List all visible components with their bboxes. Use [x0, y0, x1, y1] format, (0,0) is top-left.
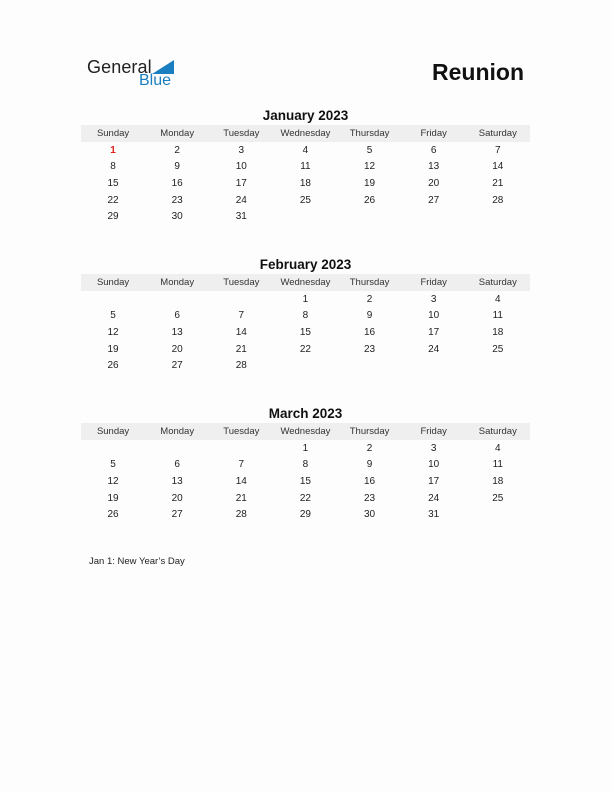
day-cell: 10 — [428, 310, 440, 322]
day-cell: 12 — [107, 475, 119, 487]
day-cell: 8 — [110, 161, 116, 173]
day-cell: 18 — [299, 177, 311, 189]
day-cell: 11 — [300, 161, 311, 173]
month-title: February 2023 — [259, 257, 352, 272]
day-cell: 12 — [364, 161, 376, 173]
day-cell: 19 — [107, 343, 119, 355]
day-cell: 27 — [428, 194, 440, 206]
weekday-header: Monday — [160, 426, 195, 437]
day-cell: 17 — [235, 177, 247, 189]
day-cell: 13 — [171, 326, 183, 338]
day-cell: 13 — [428, 161, 440, 173]
day-cell: 9 — [174, 161, 180, 173]
day-cell: 14 — [235, 475, 247, 487]
day-cell: 21 — [492, 177, 504, 189]
day-cell: 7 — [238, 310, 245, 322]
day-cell: 9 — [366, 459, 373, 471]
month-title: January 2023 — [262, 108, 349, 123]
day-cell: 21 — [235, 343, 247, 355]
day-cell: 22 — [299, 492, 311, 504]
month-block — [81, 107, 530, 225]
day-cell: 4 — [302, 144, 309, 156]
week-row — [81, 506, 530, 523]
day-cell: 29 — [107, 211, 119, 223]
week-row — [81, 457, 530, 474]
day-cell: 1 — [302, 293, 309, 305]
weekday-header: Friday — [420, 426, 447, 437]
day-cell: 26 — [364, 194, 376, 206]
weekday-header-row — [81, 125, 530, 142]
week-row — [81, 324, 530, 341]
week-row — [81, 291, 530, 308]
week-row — [81, 357, 530, 374]
day-cell: 5 — [110, 310, 116, 322]
day-cell: 19 — [107, 492, 119, 504]
week-row — [81, 440, 530, 457]
weekday-header: Friday — [420, 277, 447, 288]
day-cell: 18 — [492, 475, 504, 487]
weekday-header: Sunday — [96, 128, 130, 139]
day-cell: 3 — [430, 293, 437, 305]
day-cell: 10 — [235, 161, 247, 173]
day-cell: 28 — [235, 360, 247, 372]
day-cell: 11 — [492, 459, 503, 471]
day-cell: 23 — [171, 194, 183, 206]
day-cell: 3 — [238, 144, 245, 156]
day-cell: 16 — [364, 475, 376, 487]
day-cell: 7 — [238, 459, 245, 471]
day-cell: 2 — [174, 144, 180, 156]
day-cell: 20 — [428, 177, 440, 189]
weekday-header-row — [81, 423, 530, 440]
day-cell: 20 — [171, 343, 183, 355]
day-cell: 16 — [364, 326, 376, 338]
weekday-header: Saturday — [478, 277, 517, 288]
day-cell: 26 — [107, 509, 119, 521]
weekday-header: Thursday — [349, 128, 390, 139]
holiday-notes: Jan 1: New Year’s Day — [89, 556, 185, 567]
day-cell: 13 — [171, 475, 183, 487]
day-cell: 12 — [107, 326, 119, 338]
day-cell: 8 — [302, 310, 309, 322]
weekday-header: Wednesday — [280, 128, 331, 139]
day-cell: 6 — [174, 459, 180, 471]
day-cell: 31 — [235, 211, 247, 223]
week-row — [81, 341, 530, 358]
week-row — [81, 142, 530, 159]
week-row — [81, 159, 530, 176]
day-cell: 19 — [364, 177, 376, 189]
day-cell: 20 — [171, 492, 183, 504]
weekday-header: Sunday — [96, 277, 130, 288]
logo-blue-text: Blue — [139, 72, 172, 89]
day-cell: 22 — [107, 194, 119, 206]
weekday-header: Wednesday — [280, 426, 331, 437]
day-cell: 30 — [364, 509, 376, 521]
day-cell: 21 — [235, 492, 247, 504]
weekday-header: Tuesday — [223, 277, 260, 288]
month-block — [81, 256, 530, 374]
day-cell: 17 — [428, 326, 440, 338]
day-cell: 2 — [366, 293, 373, 305]
day-cell: 26 — [107, 360, 119, 372]
weekday-header: Tuesday — [223, 426, 260, 437]
weekday-header: Tuesday — [223, 128, 260, 139]
day-cell: 22 — [299, 343, 311, 355]
day-cell: 28 — [492, 194, 504, 206]
day-cell: 5 — [366, 144, 373, 156]
holiday-day-cell: 1 — [110, 144, 116, 156]
day-cell: 9 — [366, 310, 373, 322]
day-cell: 29 — [299, 509, 311, 521]
day-cell: 6 — [174, 310, 180, 322]
weekday-header: Sunday — [96, 426, 130, 437]
week-row — [81, 208, 530, 225]
day-cell: 11 — [492, 310, 503, 322]
day-cell: 5 — [110, 459, 116, 471]
weekday-header: Thursday — [349, 426, 390, 437]
day-cell: 15 — [299, 475, 311, 487]
week-row — [81, 192, 530, 209]
day-cell: 30 — [171, 211, 183, 223]
day-cell: 16 — [171, 177, 183, 189]
day-cell: 31 — [428, 509, 440, 521]
week-row — [81, 175, 530, 192]
day-cell: 6 — [430, 144, 437, 156]
month-title: March 2023 — [268, 406, 343, 421]
day-cell: 27 — [171, 509, 183, 521]
day-cell: 25 — [492, 343, 504, 355]
week-row — [81, 473, 530, 490]
day-cell: 8 — [302, 459, 309, 471]
day-cell: 15 — [107, 177, 119, 189]
weekday-header: Monday — [160, 277, 195, 288]
day-cell: 3 — [430, 442, 437, 454]
day-cell: 23 — [364, 492, 376, 504]
day-cell: 28 — [235, 509, 247, 521]
day-cell: 25 — [299, 194, 311, 206]
day-cell: 18 — [492, 326, 504, 338]
week-row — [81, 490, 530, 507]
day-cell: 15 — [299, 326, 311, 338]
weekday-header: Thursday — [349, 277, 390, 288]
month-block — [81, 405, 530, 523]
logo — [87, 57, 187, 97]
logo-general-text: General — [87, 57, 152, 77]
day-cell: 27 — [171, 360, 183, 372]
day-cell: 10 — [428, 459, 440, 471]
week-row — [81, 308, 530, 325]
day-cell: 24 — [428, 343, 440, 355]
day-cell: 23 — [364, 343, 376, 355]
day-cell: 14 — [492, 161, 504, 173]
weekday-header: Monday — [160, 128, 195, 139]
country-title: Reunion — [432, 59, 524, 85]
day-cell: 4 — [495, 293, 501, 305]
weekday-header: Saturday — [478, 426, 517, 437]
weekday-header: Saturday — [478, 128, 517, 139]
day-cell: 24 — [235, 194, 247, 206]
day-cell: 24 — [428, 492, 440, 504]
day-cell: 7 — [495, 144, 501, 156]
day-cell: 2 — [366, 442, 373, 454]
day-cell: 4 — [495, 442, 501, 454]
day-cell: 25 — [492, 492, 504, 504]
day-cell: 17 — [428, 475, 440, 487]
weekday-header-row — [81, 274, 530, 291]
day-cell: 1 — [302, 442, 309, 454]
day-cell: 14 — [235, 326, 247, 338]
weekday-header: Wednesday — [280, 277, 331, 288]
weekday-header: Friday — [420, 128, 447, 139]
